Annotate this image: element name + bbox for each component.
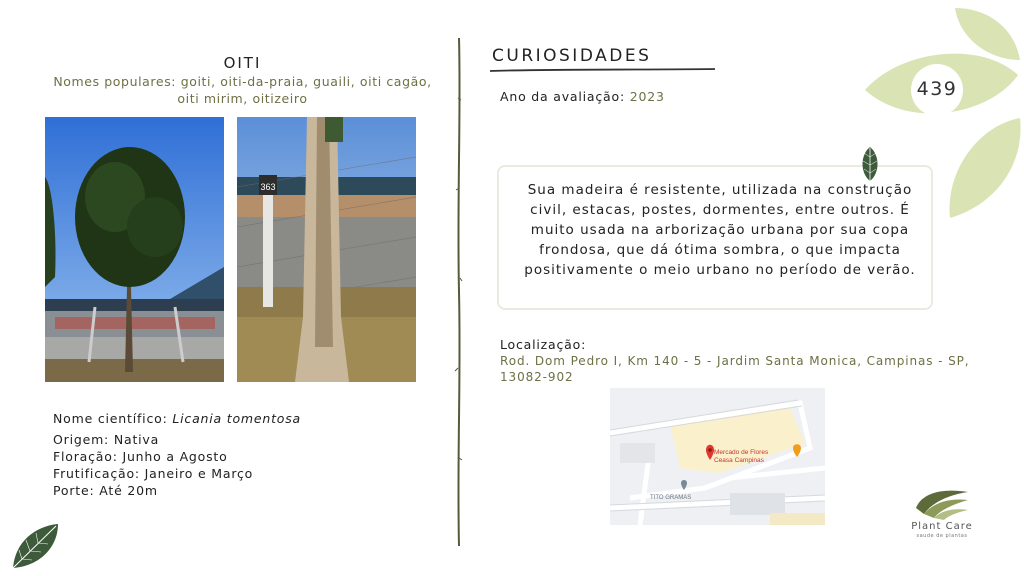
scientific-name-label: Nome científico: (53, 411, 168, 426)
tree-number-badge: 439 (916, 78, 958, 100)
title-underline (490, 66, 715, 74)
vertical-divider (452, 38, 466, 546)
tree-photo (45, 117, 224, 382)
year-value: 2023 (629, 89, 665, 104)
location-address: Rod. Dom Pedro I, Km 140 - 5 - Jardim Santa Monica, Campinas - SP, 13082-902 (500, 354, 970, 384)
size: Porte: Até 20m (53, 483, 158, 498)
map-place-name: Mercado de Flores (714, 449, 769, 456)
pole-number: 363 (260, 182, 276, 192)
leaf-bottom (950, 118, 1021, 218)
scientific-name: Licania tomentosa (172, 411, 302, 426)
origin: Origem: Nativa (53, 432, 160, 447)
flowering: Floração: Junho a Agosto (53, 449, 228, 464)
scientific-name-row (53, 410, 301, 427)
brand-name: Plant Care (911, 521, 973, 532)
popular-names: Nomes populares: goiti, oiti-da-praia, guaili, oiti cagão, oiti mirim, oitizeiro (53, 74, 432, 106)
brand-tagline: saude de plantas (916, 533, 968, 539)
location-label: Localização: (500, 337, 587, 352)
plant-care-logo-icon (914, 488, 970, 520)
plant-common-name: OITI (223, 54, 262, 72)
map-secondary-place: TITO GRAMAS (650, 495, 692, 501)
location-map[interactable] (610, 388, 825, 525)
leaf-icon (10, 522, 62, 570)
evaluation-year (500, 89, 665, 104)
year-label: Ano da avaliação: (500, 89, 625, 104)
small-leaf-icon (860, 145, 880, 183)
curiosity-text: Sua madeira é resistente, utilizada na construção civil, estacas, postes, dormentes, entre outros. É muito usada na arborização urbana por sua copa frondosa, que dá ótima sombra, o que impacta positivamente o meio urbano no período de verão. (524, 182, 916, 278)
fruiting: Frutificação: Janeiro e Março (53, 466, 254, 481)
trunk-photo (237, 117, 416, 382)
map-place-subname: Ceasa Campinas (714, 457, 764, 464)
plant-facts (53, 410, 301, 499)
curiosities-title: CURIOSIDADES (492, 46, 652, 66)
leaf-top (955, 8, 1020, 60)
